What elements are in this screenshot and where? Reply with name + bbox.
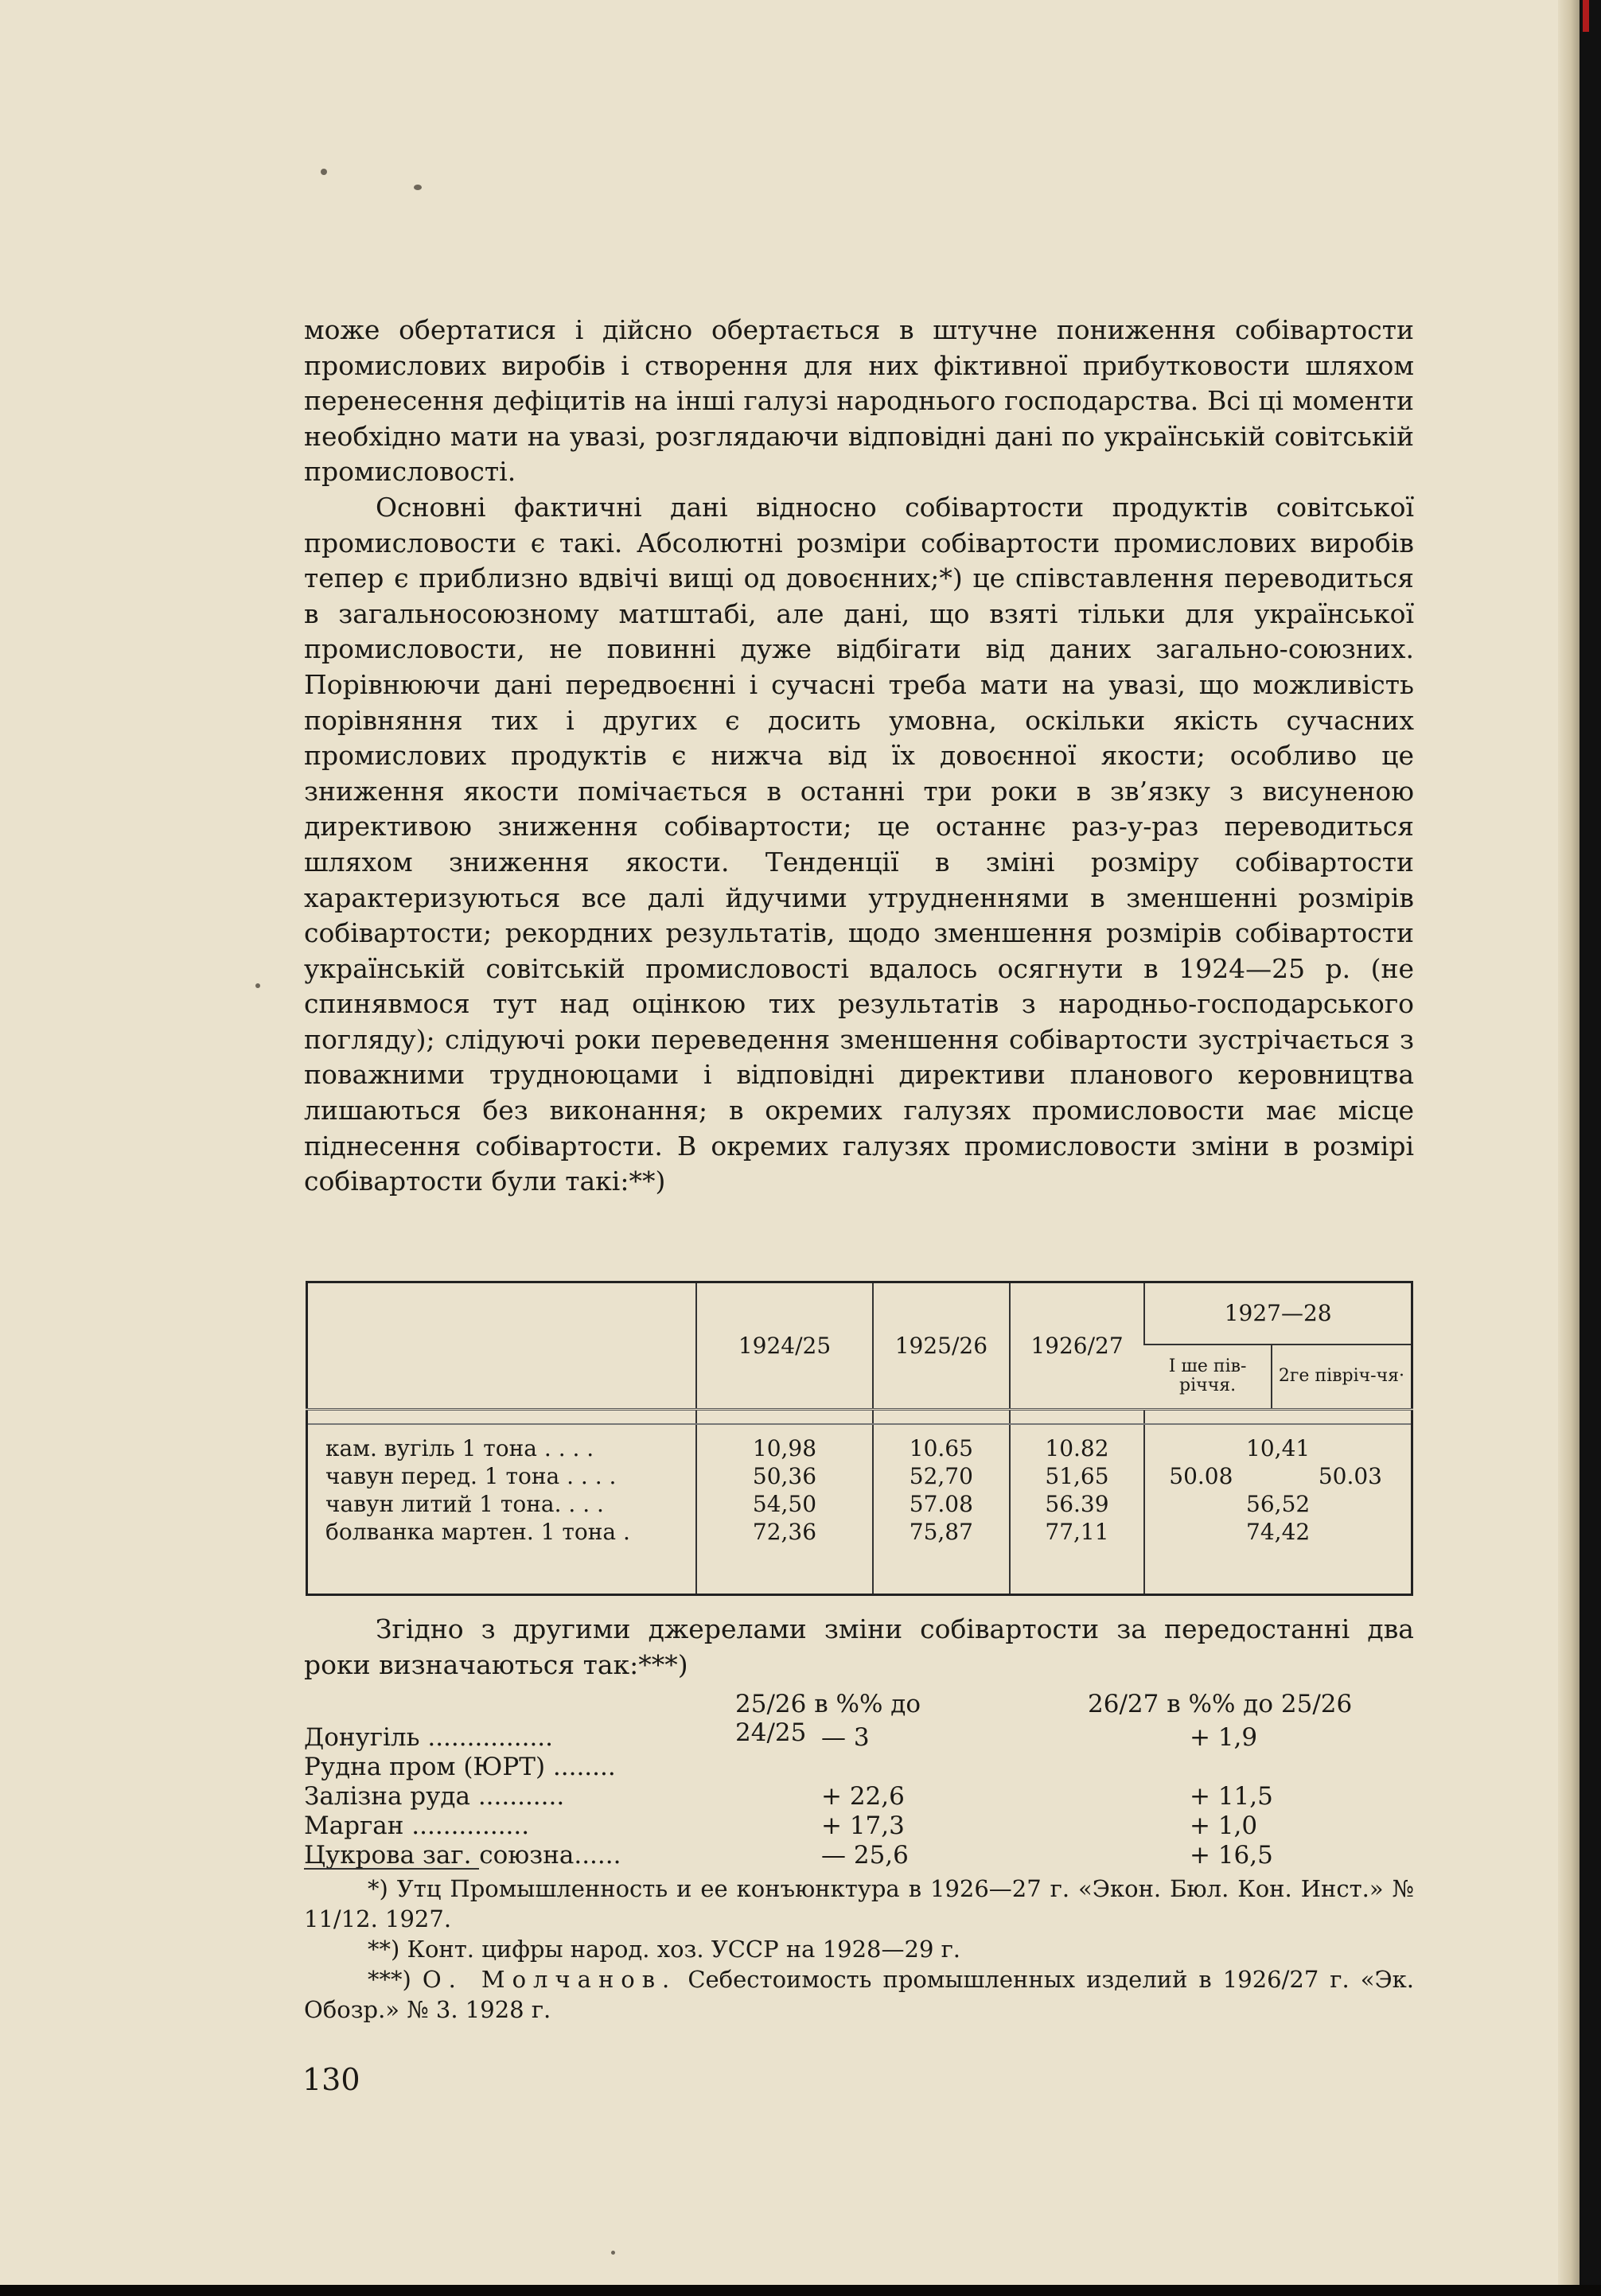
page-number: 130 — [302, 2062, 360, 2097]
col-1925-26-values — [873, 1424, 1010, 1594]
list-item-value-1: — 3 — [821, 1723, 870, 1752]
footnote-rule — [304, 1868, 479, 1870]
second-intro — [304, 1612, 1414, 1683]
table-cell: 10.82 — [1045, 1435, 1109, 1461]
list-item — [304, 1841, 1418, 1870]
table-cell: 56,52 — [1246, 1491, 1311, 1517]
table-cell: 54,50 — [752, 1491, 817, 1517]
col-1924-25-values — [696, 1424, 873, 1594]
row-label: чавун перед. 1 тона . . . . — [325, 1463, 617, 1489]
table-corner — [307, 1282, 696, 1410]
percent-change-list — [304, 1690, 1418, 1870]
table-cell: 10,41 — [1246, 1435, 1311, 1461]
paragraph-1: може обертатися і дійсно обертається в штучне пониження собівартости промислових виробів і створення для них фіктивної прибутковости шляхом перенесення дефіцитів на інші галузі народнього господарства. Всі ці моменти необхідно мати на увазі, розглядаючи відповідні дані по українській совітській промисловості. — [304, 314, 1414, 488]
list-col-header-2: 26/27 в %% до 25/26 — [1088, 1690, 1353, 1718]
table-cell: 75,87 — [909, 1519, 973, 1545]
page-spine-shadow — [1558, 0, 1580, 2285]
list-item-value-2: + 16,5 — [1190, 1841, 1273, 1870]
table-cell: 56.39 — [1045, 1491, 1109, 1517]
footnote-3-marker: ***) — [368, 1966, 411, 1993]
row-label: кам. вугіль 1 тона . . . . — [325, 1435, 594, 1461]
row-label: чавун литий 1 тона. . . . — [325, 1491, 604, 1517]
list-item-name: Цукрова заг. союзна...... — [304, 1841, 621, 1870]
footnote-3 — [304, 1964, 1414, 2025]
list-item-name: Марган ............... — [304, 1812, 530, 1840]
col-header-1924-25: 1924/25 — [696, 1282, 873, 1410]
scan-edge — [1580, 0, 1601, 2296]
footnotes — [304, 1874, 1414, 2025]
row-label: болванка мартен. 1 тона . — [325, 1519, 630, 1545]
footnote-3-text: Себестоимость промышленных изделий в 1926/27 г. «Эк. Обозр.» № 3. 1928 г. — [304, 1966, 1415, 2023]
ink-speck — [414, 185, 422, 190]
cost-table — [306, 1281, 1413, 1596]
col-header-1927-28: 1927—28 — [1144, 1282, 1412, 1345]
table-cell: 50,36 — [752, 1463, 817, 1489]
subheader-first-half: І ше пів-річчя. — [1144, 1345, 1272, 1410]
list-item — [304, 1812, 1418, 1841]
table-cell: 10,98 — [752, 1435, 817, 1461]
main-text — [304, 313, 1414, 1200]
paragraph-3: Згідно з другими джерелами зміни собівартости за передостанні два роки визначаються так:***) — [304, 1613, 1414, 1680]
paragraph-2: Основні фактичні дані відносно собівартости продуктів совітської промисловости є такі. Абсолютні розміри собівартости промислових виробів тепер є приблизно вдвічі вищі од довоєнних;*) це співставлення переводиться в загальносоюзному матштабі, але дані, що взяті тільки для української промисловости, не повинні дуже відбігати від даних загально-союзних. Порівнюючи дані передвоєнні і сучасні треба мати на увазі, що можливість порівняння тих і других є досить умовна, оскільки якість сучасних промислових продуктів є нижча від їх довоєнної якости; особливо це зниження якости помічається в останні три роки в зв’язку з висуненою директивою зниження собівартости; це останнє раз-у-раз переводиться шляхом зниження якости. Тенденції в зміні розміру собівартости характеризуються все далі йдучими утрудненнями в зменшенні розмірів собівартости; рекордних результатів, щодо зменшення розмірів собівартости українській совітській промисловості вдалось осягнути в 1924—25 р. (не спинявмося тут над оцінкою тих результатів з народньо-господарського погляду); слідуючі роки переведення зменшення собівартости зустрічається з поважними трудноюцами і відповідні директиви планового керовництва лишаються без виконання; в окремих галузях промисловости має місце піднесення собівартости. В окремих галузях промисловости зміни в розмірі собівартости були такі:**) — [304, 491, 1414, 1197]
list-item-name: Донугіль ................ — [304, 1723, 554, 1752]
table-cell: 50.03 — [1318, 1463, 1382, 1489]
col-header-1925-26: 1925/26 — [873, 1282, 1010, 1410]
list-item — [304, 1723, 1418, 1753]
col-1926-27-values — [1010, 1424, 1145, 1594]
list-item-value-1: + 22,6 — [821, 1782, 905, 1811]
subheader-second-half: 2ге півріч-чя· — [1272, 1345, 1412, 1410]
table-cell: 72,36 — [752, 1519, 817, 1545]
ink-speck — [321, 169, 327, 175]
footnote-3-author: О. Молчанов. — [422, 1966, 677, 1993]
table-cell: 10.65 — [909, 1435, 973, 1461]
list-item-value-2: + 1,0 — [1190, 1812, 1258, 1840]
list-item — [304, 1782, 1418, 1812]
ink-speck — [611, 2251, 615, 2255]
table-cell: 52,70 — [909, 1463, 973, 1489]
list-item-name: Рудна пром (ЮРТ) ........ — [304, 1753, 616, 1781]
table-cell-pair — [1145, 1462, 1411, 1490]
list-item-value-2: + 1,9 — [1190, 1723, 1258, 1752]
table-cell: 50.08 — [1169, 1463, 1233, 1489]
footnote-2: **) Конт. цифры народ. хоз. УССР на 1928—29 г. — [368, 1936, 961, 1963]
table-cell: 57.08 — [909, 1491, 973, 1517]
table-cell: 77,11 — [1045, 1519, 1109, 1545]
footnote-1: *) Утц Промышленность и ее конъюнктура в 1926—27 г. «Экон. Бюл. Кон. Инст.» № 11/12. 1927. — [304, 1875, 1414, 1932]
row-labels — [307, 1424, 696, 1594]
list-item-value-1: — 25,6 — [821, 1841, 909, 1870]
table-cell: 74,42 — [1246, 1519, 1311, 1545]
col-header-1926-27: 1926/27 — [1010, 1282, 1145, 1410]
scan-bottom-edge — [0, 2285, 1601, 2296]
list-item-value-2: + 11,5 — [1190, 1782, 1273, 1811]
list-col-header-1: 25/26 в %% до 24/25 — [735, 1690, 921, 1747]
ink-speck — [255, 983, 260, 988]
col-1927-28-values — [1144, 1424, 1412, 1594]
list-item — [304, 1753, 1418, 1782]
table-cell: 51,65 — [1045, 1463, 1109, 1489]
list-item-value-1: + 17,3 — [821, 1812, 905, 1840]
list-item-name: Залізна руда ........... — [304, 1782, 565, 1811]
